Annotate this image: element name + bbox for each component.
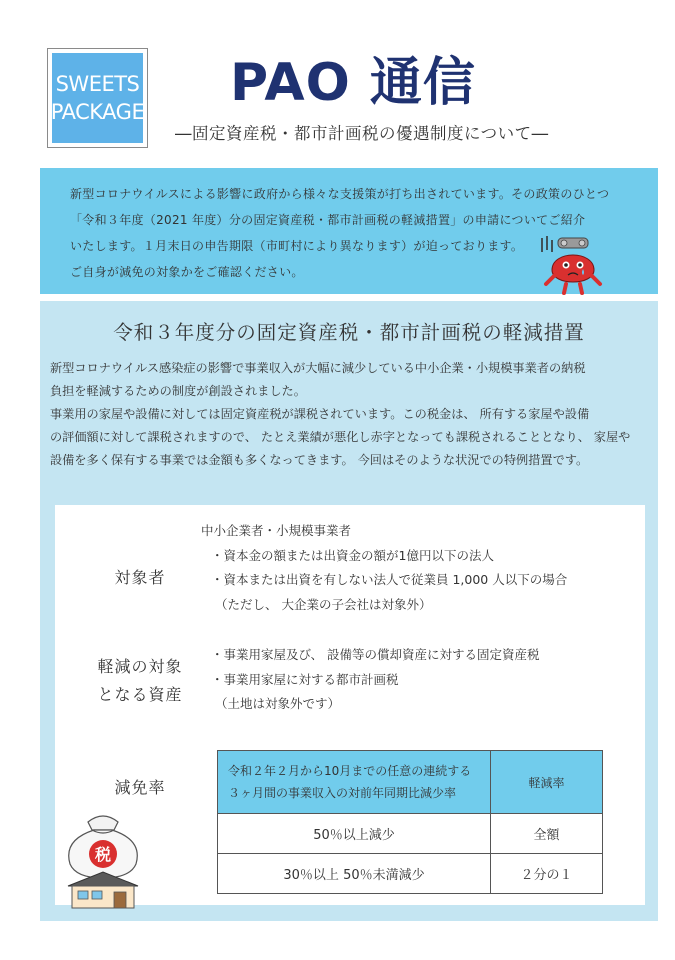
intro-line: 「令和３年度（2021 年度）分の固定資産税・都市計画税の軽減措置」の申請についてご紹介 xyxy=(70,213,586,227)
condition-header-line-1: 令和２年２月から10月までの任意の連続する xyxy=(228,764,472,778)
logo-line-1: SWEETS xyxy=(55,72,140,96)
condition-header xyxy=(218,751,491,814)
assets-line: ・事業用家屋に対する都市計画税 xyxy=(211,671,399,687)
eligible-details xyxy=(201,519,567,617)
condition-cell: 50％以上減少 xyxy=(218,814,491,854)
assets-label-line-2: となる資産 xyxy=(97,685,183,704)
assets-label xyxy=(85,653,195,709)
eligible-label: 対象者 xyxy=(114,568,166,587)
intro-line: ご自身が減免の対象かをご確認ください。 xyxy=(70,265,304,279)
sweets-package-logo xyxy=(47,48,148,148)
body-line: の評価額に対して課税されますので、 たとえ業績が悪化し赤字となっても課税されることとなり、 家屋や xyxy=(50,430,631,444)
intro-line: 新型コロナウイルスによる影響に政府から様々な支援策が打ち出されています。その政策のひとつ xyxy=(70,187,610,201)
rate-label: 減免率 xyxy=(114,778,166,797)
assets-label-line-1: 軽減の対象 xyxy=(97,657,183,676)
rate-header: 軽減率 xyxy=(491,751,603,814)
reduction-rate-table xyxy=(217,750,603,894)
intro-line: いたします。１月末日の申告期限（市町村により異なります）が迫っております。 xyxy=(70,239,524,253)
body-line: 事業用の家屋や設備に対しては固定資産税が課税されています。この税金は、 所有する家屋や設備 xyxy=(50,407,590,421)
table-row xyxy=(218,854,603,894)
eligible-line: （ただし、 大企業の子会社は対象外） xyxy=(215,596,432,612)
rate-cell: 全額 xyxy=(491,814,603,854)
assets-details xyxy=(211,643,539,717)
worried-wallet-mascot-icon xyxy=(538,232,608,296)
section-body xyxy=(50,357,650,472)
tax-bag-house-icon xyxy=(58,808,148,910)
table-header-row xyxy=(218,751,603,814)
body-line: 設備を多く保有する事業では金額も多くなってきます。 今回はそのような状況での特例措置です。 xyxy=(50,453,589,467)
condition-cell: 30％以上 50％未満減少 xyxy=(218,854,491,894)
tax-bag-text: 税 xyxy=(94,845,112,864)
assets-line: （土地は対象外です） xyxy=(215,696,341,711)
page-title: PAO 通信 xyxy=(230,53,476,113)
condition-header-line-2: ３ヶ月間の事業収入の対前年同期比減少率 xyxy=(228,786,457,800)
eligible-line: ・資本または出資を有しない法人で従業員 1,000 人以下の場合 xyxy=(211,572,568,587)
eligible-line: ・資本金の額または出資金の額が1億円以下の法人 xyxy=(211,547,494,563)
rate-cell: ２分の１ xyxy=(491,854,603,894)
table-row xyxy=(218,814,603,854)
section-heading: 令和３年度分の固定資産税・都市計画税の軽減措置 xyxy=(113,321,585,344)
body-line: 新型コロナウイルス感染症の影響で事業収入が大幅に減少している中小企業・小規模事業者の納税 xyxy=(50,361,586,375)
body-line: 負担を軽減するための制度が創設されました。 xyxy=(50,384,306,398)
page-subtitle: ―固定資産税・都市計画税の優遇制度について― xyxy=(175,124,549,143)
eligible-line: 中小企業者・小規模事業者 xyxy=(201,523,352,538)
assets-line: ・事業用家屋及び、 設備等の償却資産に対する固定資産税 xyxy=(211,647,540,662)
logo-line-2: PACKAGE xyxy=(50,100,145,124)
